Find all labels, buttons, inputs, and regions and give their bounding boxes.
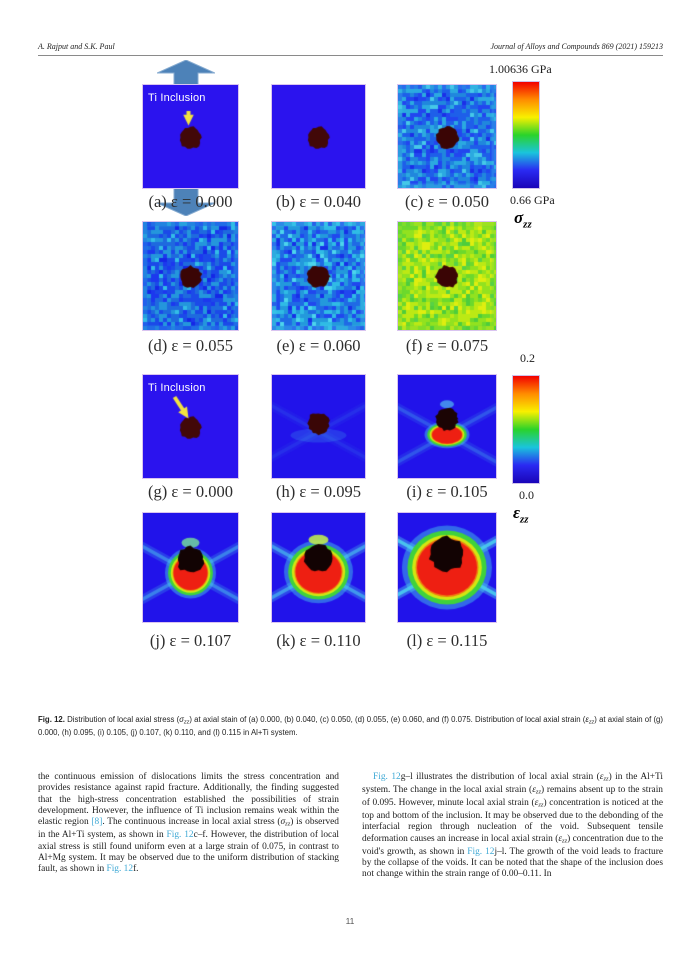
heatmap-canvas-c xyxy=(398,85,496,188)
heatmap-panel-g xyxy=(143,375,238,478)
figure-caption: Fig. 12. Distribution of local axial stress $(\sigma_{zz})$ at axial stain of (a) 0.000, (b) 0.040, (c) 0.050, (d) 0.055, (e) 0.060, and (f) 0.075. Distribution of local axial strain $(\varepsilon_{zz})$ at axial stain of (g) 0.000, (h) 0.095, (i) 0.105, (j) 0.107, (k) 0.110, and (l) 0.115 in Al+Ti system. xyxy=(38,715,663,738)
panel-label-b: (b) ε = 0.040 xyxy=(276,192,361,211)
panel-label-i: (i) ε = 0.105 xyxy=(406,482,488,501)
epsilon-subscript: zz xyxy=(519,513,529,526)
heatmap-canvas-l xyxy=(398,513,496,622)
colorbar-stress-max-label: 1.00636 GPa xyxy=(489,62,552,76)
heatmap-panel-l xyxy=(398,513,496,622)
body-column-right: Fig. 12g–l illustrates the distribution of local axial strain $(\varepsilon_{zz})$ in the Al+Ti system. The change in the local axial strain $(\varepsilon_{zz})$ remains absent up to the strain of 0.095. However, minute local axial strain $(\varepsilon_{zz})$ concentration is noticed at the top and bottom of the inclusion. It may be observed due to the debonding of the interfacial region through nucleation of the void. Subsequent tensile deformation causes an increase in local axial strain $(\varepsilon_{zz})$ concentration due to the void's growth, as shown in Fig. 12j–l. The growth of the void leads to fracture by the collapse of the voids. It can be noted that the shape of the inclusion does not change within the strain range of 0.00–0.11. In xyxy=(362,772,663,880)
epsilon-glyph: ε xyxy=(513,503,520,522)
page-number: 11 xyxy=(345,916,355,926)
figure-reference-link[interactable]: Fig. 12 xyxy=(373,772,401,782)
running-authors: A. Rajput and S.K. Paul xyxy=(38,42,115,51)
heatmap-panel-e xyxy=(272,222,365,330)
panel-label-j: (j) ε = 0.107 xyxy=(149,631,232,650)
colorbar-strain-max-label: 0.2 xyxy=(520,351,535,365)
heatmap-canvas-e xyxy=(272,222,365,330)
heatmap-panel-k xyxy=(272,513,365,622)
panel-label-l: (l) ε = 0.115 xyxy=(406,631,488,650)
heatmap-panel-d xyxy=(143,222,238,330)
figure-reference-link[interactable]: [8] xyxy=(91,817,103,828)
running-journal: Journal of Alloys and Compounds 869 (2021) 159213 xyxy=(490,42,663,51)
heatmap-canvas-h xyxy=(272,375,365,478)
panel-label-g: (g) ε = 0.000 xyxy=(148,482,233,501)
heatmap-canvas-j xyxy=(143,513,238,622)
panel-label-h: (h) ε = 0.095 xyxy=(276,482,361,501)
colorbar-strain-min-label: 0.0 xyxy=(519,488,534,502)
heatmap-panel-j xyxy=(143,513,238,622)
figure-reference-link[interactable]: Fig. 12 xyxy=(166,830,194,841)
heatmap-canvas-f xyxy=(398,222,496,330)
panel-label-d: (d) ε = 0.055 xyxy=(148,336,233,355)
figure-reference-link[interactable]: Fig. 12 xyxy=(106,864,134,875)
heatmap-panel-a xyxy=(143,85,238,188)
heatmap-panel-i xyxy=(398,375,496,478)
heatmap-panel-c xyxy=(398,85,496,188)
body-column-left: the continuous emission of dislocations limits the stress concentration and provides resistance against rapid fracture. Additionally, the finding suggested that the high-stress concentration established the possibilities of strain development. However, the influence of Ti inclusion remains weak within the elastic region [8]. The continuous increase in local axial stress $(\sigma_{zz})$ is observed in the Al+Ti system, as shown in Fig. 12c–f. However, the distribution of local axial stress is still found uniform even at a large strain of 0.075, in contrast to Al+Mg system. It may be observed due to the uniform distribution of stacking fault, as shown in Fig. 12f. xyxy=(38,772,339,875)
heatmap-panel-b xyxy=(272,85,365,188)
heatmap-canvas-i xyxy=(398,375,496,478)
ti-inclusion-label: Ti Inclusion xyxy=(148,382,206,394)
sigma-glyph: σ xyxy=(514,208,524,227)
panel-label-f: (f) ε = 0.075 xyxy=(405,336,489,355)
heatmap-canvas-k xyxy=(272,513,365,622)
colorbar-stress-min-label: 0.66 GPa xyxy=(510,193,555,207)
sigma-subscript: zz xyxy=(523,218,532,231)
panel-label-k: (k) ε = 0.110 xyxy=(276,631,361,650)
heatmap-canvas-b xyxy=(272,85,365,188)
panel-label-a: (a) ε = 0.000 xyxy=(148,192,233,211)
heatmap-panel-h xyxy=(272,375,365,478)
panel-label-c: (c) ε = 0.050 xyxy=(404,192,490,211)
figure-reference-link[interactable]: Fig. 12 xyxy=(467,846,495,857)
panel-label-e: (e) ε = 0.060 xyxy=(276,336,361,355)
heatmap-canvas-d xyxy=(143,222,238,330)
heatmap-panel-f xyxy=(398,222,496,330)
ti-inclusion-label: Ti Inclusion xyxy=(148,92,206,104)
